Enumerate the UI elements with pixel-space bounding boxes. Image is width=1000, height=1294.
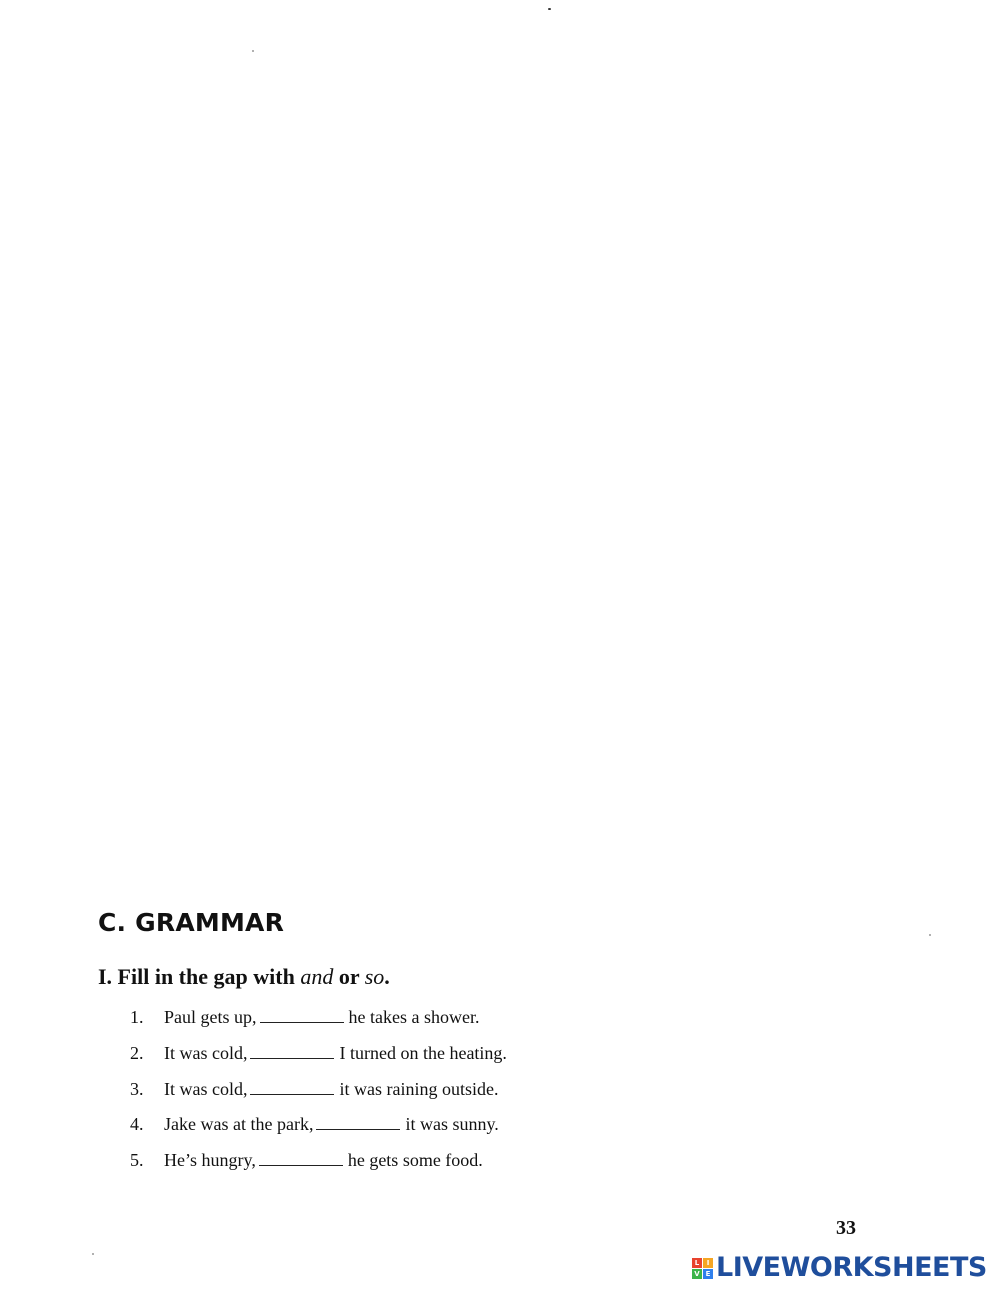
item-text-after: he gets some food.	[347, 1150, 483, 1170]
answer-gap[interactable]	[250, 1042, 334, 1059]
scan-speck	[92, 1253, 94, 1255]
item-number: 1.	[130, 1007, 144, 1027]
item-text-before: It was cold,	[164, 1043, 248, 1063]
item-text-after: he takes a shower.	[348, 1007, 480, 1027]
item-number: 5.	[130, 1150, 144, 1170]
item-text-after: it was sunny.	[405, 1114, 499, 1134]
item-number: 2.	[130, 1043, 144, 1063]
mark-tile: V	[692, 1269, 702, 1279]
answer-gap[interactable]	[250, 1078, 334, 1095]
instruction-middle: or	[333, 964, 365, 989]
section-heading: C. GRAMMAR	[98, 908, 285, 937]
scan-speck	[252, 50, 254, 52]
scan-speck	[548, 8, 551, 10]
exercise-item	[130, 1149, 483, 1171]
page-number: 33	[836, 1217, 856, 1239]
exercise-item	[130, 1113, 499, 1135]
exercise-item	[130, 1006, 479, 1028]
instruction-suffix: .	[384, 964, 390, 989]
answer-gap[interactable]	[259, 1149, 343, 1166]
instruction-prefix: I. Fill in the gap with	[98, 964, 301, 989]
liveworksheets-mark-icon	[692, 1258, 713, 1279]
item-text-after: I turned on the heating.	[339, 1043, 507, 1063]
instruction-word-so: so	[364, 964, 385, 989]
exercise-item	[130, 1042, 507, 1064]
exercise-instruction	[98, 964, 390, 990]
instruction-word-and: and	[300, 964, 334, 989]
answer-gap[interactable]	[316, 1113, 400, 1130]
item-text-before: It was cold,	[164, 1079, 248, 1099]
item-text-before: He’s hungry,	[164, 1150, 256, 1170]
item-text-before: Jake was at the park,	[164, 1114, 314, 1134]
liveworksheets-wordmark: LIVEWORKSHEETS	[716, 1252, 987, 1283]
item-text-after: it was raining outside.	[339, 1079, 499, 1099]
item-text-before: Paul gets up,	[164, 1007, 257, 1027]
mark-tile: L	[692, 1258, 702, 1268]
exercise-item	[130, 1078, 498, 1100]
mark-tile: E	[703, 1269, 713, 1279]
liveworksheets-logo	[692, 1253, 987, 1283]
scan-speck	[929, 934, 931, 936]
mark-tile: I	[703, 1258, 713, 1268]
answer-gap[interactable]	[260, 1006, 344, 1023]
item-number: 4.	[130, 1114, 144, 1134]
item-number: 3.	[130, 1079, 144, 1099]
